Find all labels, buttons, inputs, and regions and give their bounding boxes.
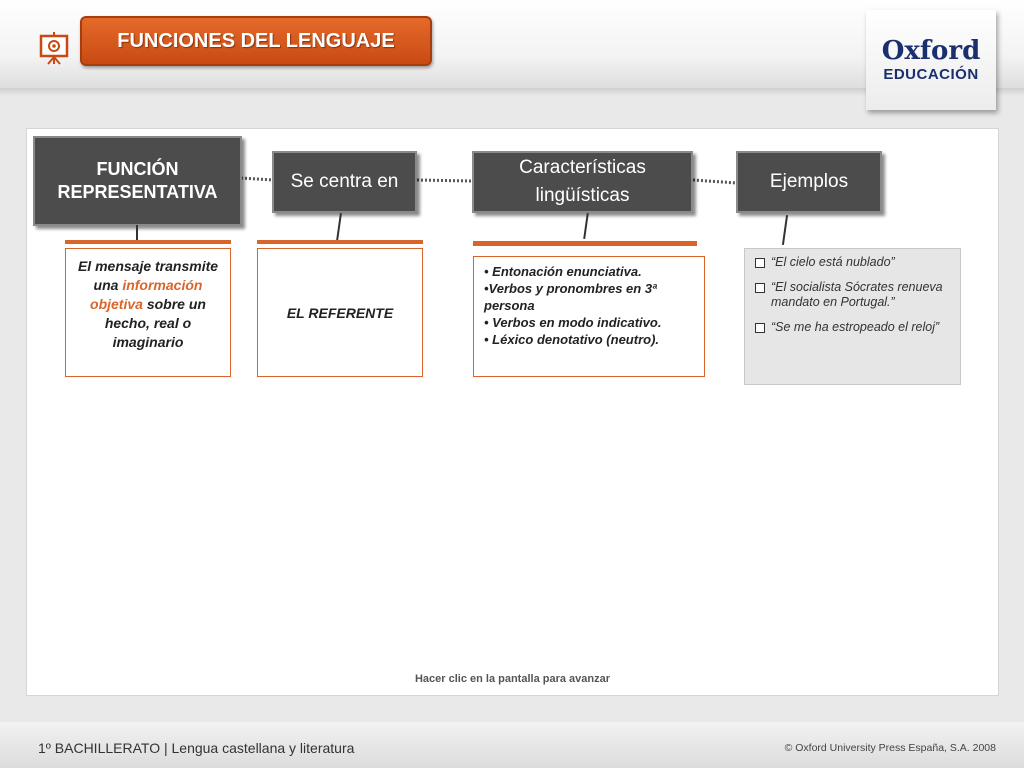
- example-text: “Se me ha estropeado el reloj”: [771, 320, 940, 334]
- card-ejemplos: [744, 248, 961, 385]
- header-line: FUNCIÓN: [96, 158, 179, 179]
- example-item: [755, 320, 950, 335]
- definition-text-end: sobre un hecho, real o imaginario: [104, 296, 206, 350]
- logo-educacion-text: EDUCACIÓN: [883, 65, 979, 83]
- referente-text: EL REFERENTE: [286, 304, 394, 321]
- header-ejemplos: [736, 151, 882, 213]
- footer-course-label: 1º BACHILLERATO | Lengua castellana y literatura: [38, 740, 355, 756]
- feature-item: • Entonación enunciativa.: [484, 264, 642, 279]
- accent-bar: [257, 240, 423, 244]
- page-title: FUNCIONES DEL LENGUAJE: [117, 29, 395, 52]
- card-caracteristicas: [473, 256, 705, 377]
- header-line: lingüísticas: [535, 185, 630, 206]
- footer-copyright: © Oxford University Press España, S.A. 2008: [784, 742, 996, 754]
- card-definition: [65, 248, 231, 377]
- content-panel[interactable]: [26, 128, 999, 696]
- definition-text: El mensaje transmite una: [77, 258, 219, 293]
- feature-item: • Verbos en modo indicativo.: [484, 315, 662, 330]
- header-line: REPRESENTATIVA: [57, 182, 218, 202]
- example-item: [755, 280, 950, 310]
- logo-oxford-text: Oxford: [881, 35, 981, 66]
- header-funcion-representativa: [33, 136, 242, 226]
- feature-item: •Verbos y pronombres en 3ª persona: [484, 281, 657, 313]
- title-box: [80, 16, 432, 66]
- header-se-centra-en: [272, 151, 417, 213]
- header-stick: [136, 225, 138, 241]
- accent-bar: [65, 240, 231, 244]
- header-line: Características: [519, 157, 646, 178]
- header-text: Ejemplos: [769, 170, 849, 192]
- example-text: “El cielo está nublado”: [771, 255, 895, 269]
- checkbox-bullet-icon: [755, 323, 765, 333]
- oxford-logo: [866, 10, 996, 110]
- example-item: [755, 255, 950, 270]
- accent-bar: [473, 241, 697, 246]
- checkbox-bullet-icon: [755, 283, 765, 293]
- checkbox-bullet-icon: [755, 258, 765, 268]
- card-referente: [257, 248, 423, 377]
- header-caracteristicas: [472, 151, 693, 213]
- advance-hint: Hacer clic en la pantalla para avanzar: [414, 673, 611, 685]
- definition-highlight: información objetiva: [90, 277, 203, 312]
- example-text: “El socialista Sócrates renueva mandato en Portugal.”: [771, 280, 943, 309]
- header-text: Se centra en: [290, 170, 399, 192]
- feature-item: • Léxico denotativo (neutro).: [484, 332, 660, 347]
- presentation-board-icon: [38, 30, 70, 66]
